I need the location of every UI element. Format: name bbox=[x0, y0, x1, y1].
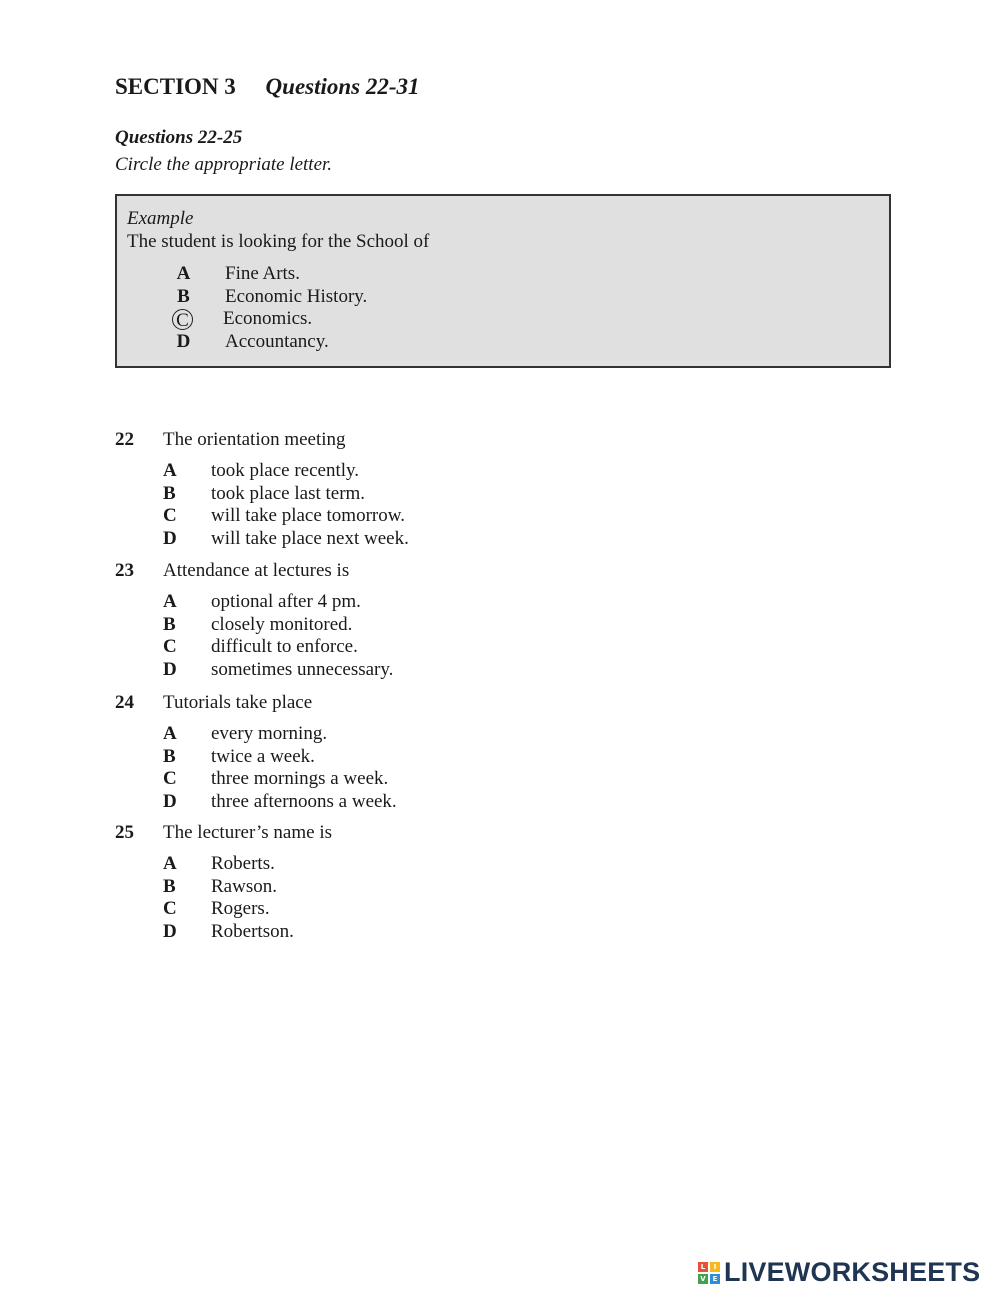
option-text: Economics. bbox=[223, 308, 313, 330]
option-text: closely monitored. bbox=[211, 613, 353, 635]
example-label: Example bbox=[127, 208, 194, 229]
example-options bbox=[172, 263, 367, 353]
option-d[interactable] bbox=[163, 921, 332, 944]
example-option-d bbox=[172, 331, 367, 354]
example-option-a bbox=[172, 263, 367, 286]
instruction-text: Circle the appropriate letter. bbox=[115, 154, 333, 175]
option-letter: B bbox=[163, 613, 176, 635]
option-letter: B bbox=[177, 285, 190, 307]
option-letter: C bbox=[163, 505, 177, 527]
option-text: Accountancy. bbox=[225, 331, 329, 353]
option-c[interactable] bbox=[163, 898, 332, 921]
option-c[interactable] bbox=[163, 768, 397, 791]
option-a[interactable] bbox=[163, 853, 332, 876]
logo-square-icon: V bbox=[698, 1274, 708, 1284]
question-stem: The orientation meeting bbox=[163, 429, 346, 450]
example-box bbox=[115, 194, 891, 368]
option-text: Robertson. bbox=[211, 921, 294, 943]
option-text: three afternoons a week. bbox=[211, 791, 397, 813]
option-text: will take place next week. bbox=[211, 528, 409, 550]
option-text: Economic History. bbox=[225, 285, 368, 307]
question-number: 22 bbox=[115, 429, 134, 450]
option-text: Fine Arts. bbox=[225, 263, 300, 285]
option-letter: D bbox=[163, 659, 177, 681]
option-d[interactable] bbox=[163, 659, 393, 682]
option-letter: C bbox=[163, 898, 177, 920]
option-letter: D bbox=[163, 528, 177, 550]
option-b[interactable] bbox=[163, 746, 397, 769]
option-b[interactable] bbox=[163, 614, 393, 637]
option-letter: A bbox=[163, 591, 177, 613]
option-b[interactable] bbox=[163, 483, 409, 506]
option-text: Rogers. bbox=[211, 898, 270, 920]
option-letter: D bbox=[163, 791, 177, 813]
example-stem: The student is looking for the School of bbox=[127, 231, 430, 252]
option-text: optional after 4 pm. bbox=[211, 591, 361, 613]
logo-square-icon: E bbox=[710, 1274, 720, 1284]
example-option-c bbox=[172, 308, 367, 331]
section-label: SECTION 3 bbox=[115, 74, 236, 99]
option-d[interactable] bbox=[163, 791, 397, 814]
option-c[interactable] bbox=[163, 636, 393, 659]
option-letter: C bbox=[163, 768, 177, 790]
question-24 bbox=[115, 691, 397, 813]
option-letter: A bbox=[163, 853, 177, 875]
option-letter: A bbox=[176, 263, 191, 285]
logo-square-icon: I bbox=[710, 1262, 720, 1272]
option-text: sometimes unnecessary. bbox=[211, 659, 394, 681]
question-23 bbox=[115, 559, 393, 681]
option-letter: B bbox=[163, 482, 176, 504]
option-a[interactable] bbox=[163, 460, 409, 483]
question-options bbox=[163, 460, 409, 550]
question-number: 25 bbox=[115, 822, 134, 843]
option-a[interactable] bbox=[163, 591, 393, 614]
logo-text: LIVEWORKSHEETS bbox=[724, 1257, 981, 1287]
option-text: every morning. bbox=[211, 723, 328, 745]
option-b[interactable] bbox=[163, 876, 332, 899]
question-options bbox=[163, 591, 393, 681]
option-text: took place last term. bbox=[211, 482, 366, 504]
question-stem: The lecturer’s name is bbox=[163, 822, 332, 843]
option-letter: D bbox=[176, 331, 191, 353]
example-option-b bbox=[172, 286, 367, 309]
question-22 bbox=[115, 428, 409, 550]
option-text: Roberts. bbox=[211, 853, 275, 875]
liveworksheets-logo[interactable] bbox=[698, 1257, 980, 1288]
option-letter: D bbox=[163, 921, 177, 943]
section-range: Questions 22-31 bbox=[265, 74, 420, 99]
option-letter: B bbox=[163, 745, 176, 767]
question-stem: Tutorials take place bbox=[163, 692, 313, 713]
option-text: twice a week. bbox=[211, 745, 315, 767]
option-text: took place recently. bbox=[211, 460, 360, 482]
option-text: Rawson. bbox=[211, 875, 277, 897]
option-letter: B bbox=[163, 875, 176, 897]
question-stem: Attendance at lectures is bbox=[163, 560, 350, 581]
logo-squares-icon bbox=[698, 1262, 720, 1284]
option-a[interactable] bbox=[163, 723, 397, 746]
question-25 bbox=[115, 821, 332, 943]
option-text: will take place tomorrow. bbox=[211, 505, 405, 527]
option-c[interactable] bbox=[163, 505, 409, 528]
section-heading bbox=[115, 74, 420, 100]
option-d[interactable] bbox=[163, 528, 409, 551]
option-letter: A bbox=[163, 723, 177, 745]
question-number: 24 bbox=[115, 692, 134, 713]
question-options bbox=[163, 723, 397, 813]
option-letter: C bbox=[163, 636, 177, 658]
question-options bbox=[163, 853, 332, 943]
option-text: three mornings a week. bbox=[211, 768, 389, 790]
question-number: 23 bbox=[115, 560, 134, 581]
option-letter: A bbox=[163, 460, 177, 482]
subsection-title: Questions 22-25 bbox=[115, 127, 243, 148]
option-text: difficult to enforce. bbox=[211, 636, 358, 658]
logo-square-icon: L bbox=[698, 1262, 708, 1272]
circled-answer-letter: C bbox=[172, 309, 193, 330]
